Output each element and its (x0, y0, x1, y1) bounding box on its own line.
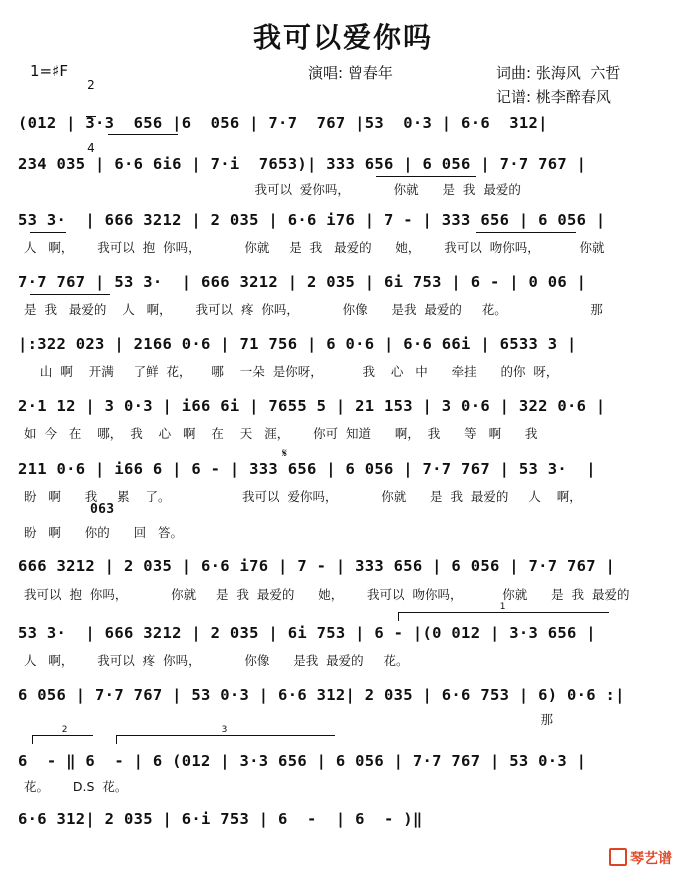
time-sig-bottom: 4 (87, 141, 95, 155)
singer-credit: 演唱: 曾春年 (308, 64, 393, 82)
volta-2 (32, 725, 93, 744)
beam-line (30, 232, 66, 233)
score-row-5: |:322 023 | 2166 0·6 | 71 756 | 6 0·6 | 6·6 66i | 6533 3 | (18, 335, 577, 353)
score-row-7: 211 0·6 | i66 6 | 6 - | 333 656 | 6 056 | 7·7 767 | 53 3· | (18, 460, 596, 478)
lyric-row-8: 我可以 抱 你吗， 你就 是 我 最爱的 她， 我可以 吻你吗， 你就 是 我 最爱的 (24, 587, 630, 602)
volta-1 (398, 602, 609, 621)
site-logo (609, 848, 672, 868)
segno-icon: 𝄋 (282, 446, 288, 460)
key-signature: 1=♯F (30, 62, 68, 80)
score-row-11: 6 - ‖ 6 - | 6 (012 | 3·3 656 | 6 056 | 7·7 767 | 53 0·3 | (18, 752, 587, 770)
transcriber-credit: 记谱: 桃李醉春风 (496, 88, 611, 106)
score-row-2: 234 035 | 6·6 6i6 | 7·i 7653)| 333 656 | 6 056 | 7·7 767 | (18, 155, 587, 173)
score-row-6: 2·1 12 | 3 0·3 | i66 6i | 7655 5 | 21 153 | 3 0·6 | 322 0·6 | (18, 397, 606, 415)
score-row-9: 53 3· | 666 3212 | 2 035 | 6i 753 | 6 - |(0 012 | 3·3 656 | (18, 624, 596, 642)
lyric-row-3: 人 啊， 我可以 抱 你吗， 你就 是 我 最爱的 她， 我可以 吻你吗， 你就 (24, 240, 605, 255)
beam-line (108, 134, 178, 135)
time-sig-top: 2 (87, 78, 95, 92)
beam-line (476, 232, 576, 233)
logo-icon (609, 848, 627, 866)
lyric-row-11: 花。 D.S 花。 (24, 779, 128, 794)
lyric-row-5: 山 啊 开满 了鲜 花， 哪 一朵 是你呀， 我 心 中 牵挂 的你 呀， (24, 364, 559, 379)
volta-2-label: 2 (61, 725, 68, 735)
lyric-row-7: 盼 啊 我 累 了。 我可以 爱你吗， 你就 是 我 最爱的 人 啊， (24, 489, 582, 504)
composer-credit: 词曲: 张海风 六哲 (496, 64, 621, 82)
song-title: 我可以爱你吗 (252, 21, 433, 54)
score-row-8: 666 3212 | 2 035 | 6·6 i76 | 7 - | 333 656 | 6 056 | 7·7 767 | (18, 557, 616, 575)
beam-line (30, 294, 110, 295)
time-signature (86, 55, 96, 166)
alt-ending-lyric: 盼 啊 你的 回 答。 (24, 525, 184, 540)
score-row-3: 53 3· | 666 3212 | 2 035 | 6·6 i76 | 7 - | 333 656 | 6 056 | (18, 211, 606, 229)
beam-line (376, 176, 476, 177)
volta-1-label: 1 (499, 602, 506, 612)
lyric-row-6: 如 今 在 哪， 我 心 啊 在 天 涯， 你可 知道 啊， 我 等 啊 我 (24, 426, 538, 441)
volta-3 (116, 725, 335, 744)
alt-ending-notes: 063 (90, 502, 115, 517)
score-row-10: 6 056 | 7·7 767 | 53 0·3 | 6·6 312| 2 035 | 6·6 753 | 6) 0·6 :| (18, 686, 625, 704)
score-row-4: 7·7 767 | 53 3· | 666 3212 | 2 035 | 6i 753 | 6 - | 0 06 | (18, 273, 587, 291)
volta-3-label: 3 (221, 725, 228, 735)
lyric-row-9: 人 啊， 我可以 疼 你吗， 你像 是我 最爱的 花。 (24, 653, 409, 668)
logo-text: 琴艺谱 (630, 851, 672, 867)
lyric-row-4: 是 我 最爱的 人 啊， 我可以 疼 你吗， 你像 是我 最爱的 花。 那 (24, 302, 603, 317)
lyric-row-2: 我可以 爱你吗， 你就 是 我 最爱的 (24, 182, 521, 197)
lyric-row-10: 那 (24, 712, 554, 727)
score-row-1: (012 | 3·3 656 |6 056 | 7·7 767 |53 0·3 | 6·6 312| (18, 114, 548, 132)
score-row-12: 6·6 312| 2 035 | 6·i 753 | 6 - | 6 - )‖ (18, 810, 423, 828)
